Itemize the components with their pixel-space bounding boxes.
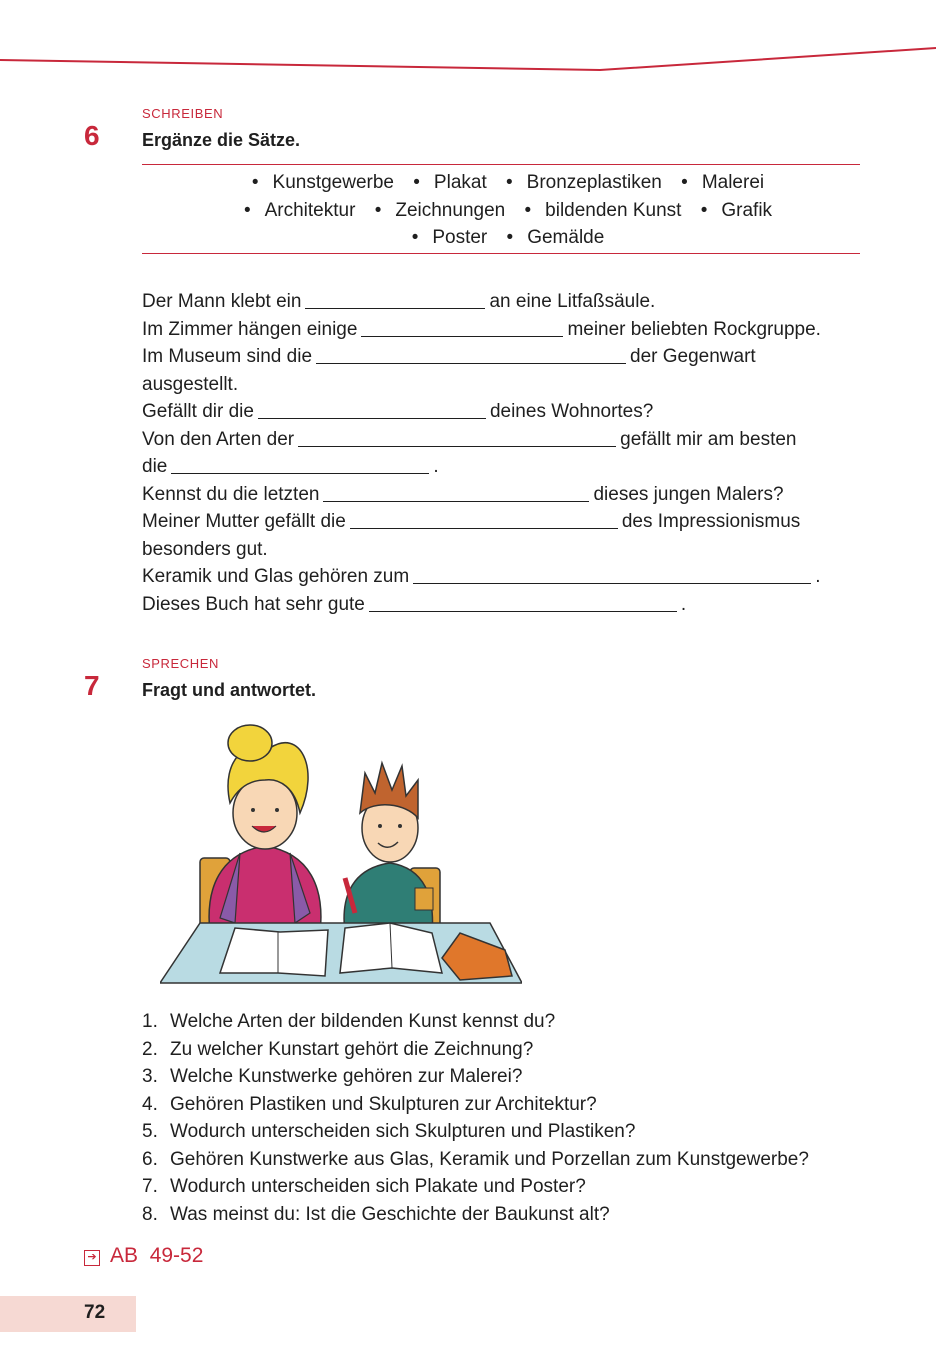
ab-label: AB: [110, 1244, 139, 1267]
exercise-6-number: 6: [84, 120, 100, 151]
blank-field[interactable]: [171, 455, 429, 474]
sentence-line: Im Museum sind die der Gegenwart: [142, 346, 756, 367]
sentence-line: ausgestellt.: [142, 373, 239, 395]
exercise-6-kicker: SCHREIBEN: [142, 106, 224, 121]
list-item: 5. Wodurch unterscheiden sich Skulpturen und Plastiken?: [142, 1121, 636, 1142]
sentence-line: besonders gut.: [142, 538, 268, 560]
blank-field[interactable]: [258, 400, 486, 419]
page-number-tab: [0, 1296, 136, 1332]
exercise-7-title: Fragt und antwortet.: [142, 680, 316, 700]
fill-in-sentences: [142, 288, 872, 618]
sentence-line: Im Zimmer hängen einige meiner beliebten Rockgruppe.: [142, 318, 821, 340]
list-item: 6. Gehören Kunstwerke aus Glas, Keramik und Porzellan zum Kunstgewerbe?: [142, 1148, 809, 1170]
top-rule: [0, 0, 936, 80]
blank-field[interactable]: [323, 483, 589, 502]
list-item: 1. Welche Arten der bildenden Kunst kennst du?: [142, 1011, 556, 1032]
blank-field[interactable]: [369, 593, 677, 612]
blank-field[interactable]: [413, 565, 811, 584]
list-item: 8. Was meinst du: Ist die Geschichte der Baukunst alt?: [142, 1203, 610, 1225]
sentence-line: Dieses Buch hat sehr gute .: [142, 593, 687, 615]
sentence-line: Der Mann klebt ein an eine Litfaßsäule.: [142, 291, 656, 312]
sentence-line: Kennst du die letzten dieses jungen Malers?: [142, 483, 784, 505]
word: Poster: [432, 227, 488, 248]
exercise-7-number: 7: [84, 670, 100, 701]
word-row-3: • Poster • Gemälde: [411, 227, 605, 248]
word-row-1: • Kunstgewerbe • Plakat • Bronzeplastiken • Malerei: [251, 172, 765, 193]
blank-field[interactable]: [305, 290, 485, 309]
word: bildenden Kunst: [545, 200, 682, 221]
blank-field[interactable]: [298, 428, 616, 447]
sentence-line: Meiner Mutter gefällt die des Impressionismus: [142, 511, 801, 532]
word: Kunstgewerbe: [272, 172, 394, 193]
word: Malerei: [701, 172, 765, 193]
list-item: 4. Gehören Plastiken und Skulpturen zur Architektur?: [142, 1093, 597, 1115]
ab-pages: 49-52: [149, 1244, 204, 1267]
blank-field[interactable]: [316, 345, 626, 364]
list-item: 2. Zu welcher Kunstart gehört die Zeichnung?: [142, 1038, 534, 1060]
word: Grafik: [721, 200, 773, 221]
word: Architektur: [264, 200, 356, 221]
sentence-line: Keramik und Glas gehören zum .: [142, 566, 821, 587]
question-list: [142, 1008, 809, 1228]
sentence-line: die .: [142, 456, 439, 477]
exercise-6-title: Ergänze die Sätze.: [142, 130, 301, 150]
blank-field[interactable]: [361, 318, 563, 337]
sentence-line: Gefällt dir die deines Wohnortes?: [142, 401, 654, 422]
exercise-7-kicker: SPRECHEN: [142, 656, 220, 671]
word-box: [142, 164, 860, 254]
word: Zeichnungen: [395, 200, 506, 221]
sentence-line: Von den Arten der gefällt mir am besten: [142, 428, 797, 450]
page-number: 72: [84, 1302, 106, 1323]
workbook-reference[interactable]: [84, 1244, 203, 1268]
blank-field[interactable]: [350, 510, 618, 529]
word-row-2: • Architektur • Zeichnungen • bildenden Kunst • Grafik: [243, 200, 773, 221]
word: Bronzeplastiken: [526, 172, 662, 193]
list-item: 3. Welche Kunstwerke gehören zur Malerei?: [142, 1066, 523, 1087]
list-item: 7. Wodurch unterscheiden sich Plakate und Poster?: [142, 1176, 586, 1197]
word: Plakat: [433, 172, 487, 193]
word: Gemälde: [527, 227, 605, 248]
students-studying-illustration: [160, 718, 522, 993]
arrow-box-icon: ➔: [84, 1250, 100, 1266]
